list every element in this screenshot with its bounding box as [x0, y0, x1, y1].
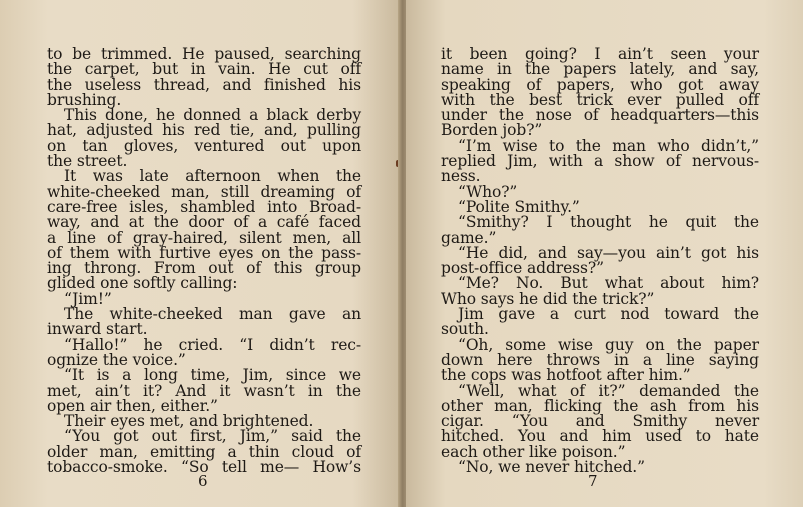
text-line: of them with furtive eyes on the pass-: [47, 243, 361, 262]
text-line: older man, emitting a thin cloud of: [47, 442, 361, 461]
text-line: “Me? No. But what about him?: [458, 274, 759, 293]
text-line: the carpet, but in vain. He cut off: [47, 60, 361, 79]
text-line: This done, he donned a black derby: [64, 106, 361, 125]
text-line: cigar. “You and Smithy never: [441, 412, 759, 431]
text-line: “It is a long time, Jim, since we: [64, 366, 361, 385]
text-line: “No, we never hitched.”: [458, 458, 645, 477]
text-line: it been going? I ain’t seen your: [441, 45, 759, 63]
text-line: “You got out first, Jim,” said the: [64, 427, 361, 446]
text-line: “Well, what of it?” demanded the: [458, 381, 759, 400]
text-line: hat, adjusted his red tie, and, pulling: [47, 121, 361, 140]
text-line: each other like poison.”: [441, 442, 626, 461]
text-line: way, and at the door of a café faced: [47, 213, 361, 232]
text-line: game.”: [441, 228, 497, 247]
text-line: “Hallo!” he cried. “I didn’t rec-: [64, 335, 361, 354]
right-page-text: [441, 47, 759, 475]
right-page: [406, 0, 803, 507]
text-line: It was late afternoon when the: [64, 167, 361, 186]
text-line: under the nose of headquarters—this: [441, 106, 759, 125]
text-line: inward start.: [47, 320, 148, 339]
text-line: Jim gave a curt nod toward the: [458, 305, 759, 324]
text-line: with the best trick ever pulled off: [441, 90, 759, 109]
text-line: the cops was hotfoot after him.”: [441, 366, 691, 385]
text-line: Borden job?”: [441, 121, 543, 140]
text-line: “Jim!”: [64, 289, 112, 308]
text-line: the useless thread, and finished his: [47, 75, 361, 94]
left-page: [0, 0, 400, 507]
text-line: The white-cheeked man gave an: [64, 305, 361, 324]
text-line: open air then, either.”: [47, 396, 218, 415]
text-line: ness.: [441, 167, 481, 186]
text-line: replied Jim, with a show of nervous-: [441, 152, 759, 171]
text-line: ing throng. From out of this group: [47, 259, 361, 278]
text-line: down here throws in a line saying: [441, 350, 759, 369]
text-line: a line of gray-haired, silent men, all: [47, 228, 361, 247]
text-line: glided one softly calling:: [47, 274, 238, 293]
text-line: care-free isles, shambled into Broad-: [47, 197, 361, 216]
left-page-text: [47, 47, 361, 475]
right-page-number: 7: [588, 472, 598, 490]
text-line: “Who?”: [458, 182, 518, 201]
text-line: “Smithy? I thought he quit the: [458, 213, 759, 232]
text-line: other man, flicking the ash from his: [441, 396, 759, 415]
text-line: met, ain’t it? And it wasn’t in the: [47, 381, 361, 400]
text-line: on tan gloves, ventured out upon: [47, 136, 361, 155]
text-line: tobacco-smoke. “So tell me— How’s: [47, 458, 361, 477]
text-line: “I’m wise to the man who didn’t,”: [458, 136, 759, 155]
text-line: “Oh, some wise guy on the paper: [458, 335, 759, 354]
text-line: speaking of papers, who got away: [441, 75, 759, 94]
left-page-number: 6: [198, 472, 208, 490]
text-line: Who says he did the trick?”: [441, 289, 655, 308]
text-line: brushing.: [47, 90, 122, 109]
text-line: “He did, and say—you ain’t got his: [458, 243, 759, 262]
text-line: post-office address?”: [441, 259, 604, 278]
text-line: Their eyes met, and brightened.: [64, 412, 314, 431]
text-line: “Polite Smithy.”: [458, 197, 580, 216]
text-line: hitched. You and him used to hate: [441, 427, 759, 446]
text-line: south.: [441, 320, 489, 339]
text-line: name in the papers lately, and say,: [441, 60, 759, 79]
text-line: ognize the voice.”: [47, 350, 186, 369]
text-line: to be trimmed. He paused, searching: [47, 45, 361, 63]
text-line: the street.: [47, 152, 128, 171]
text-line: white-cheeked man, still dreaming of: [47, 182, 361, 201]
